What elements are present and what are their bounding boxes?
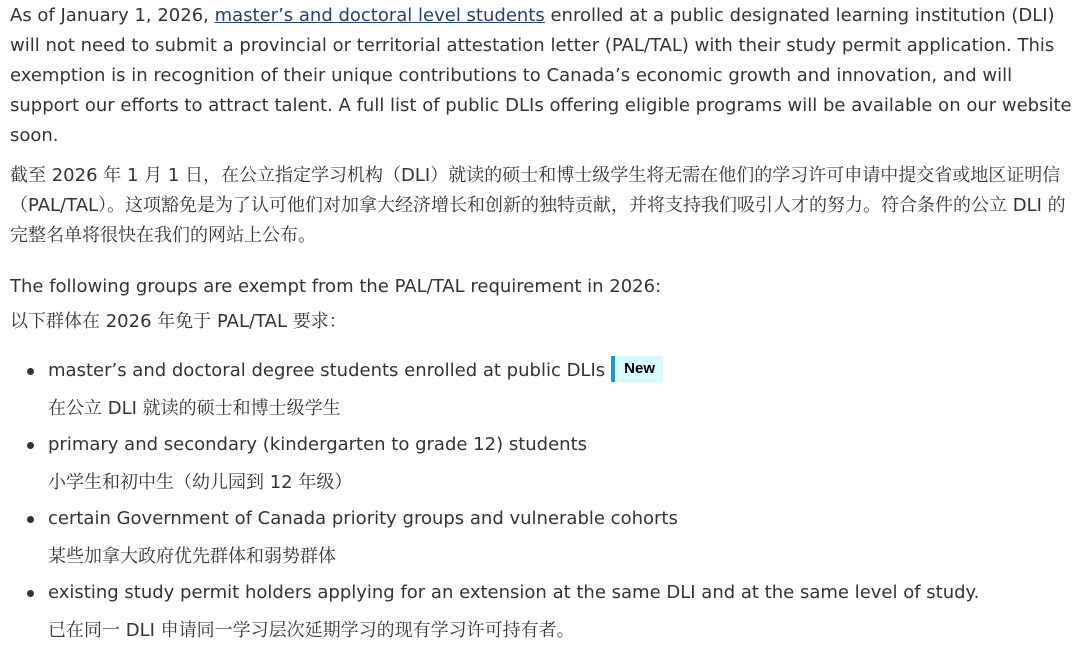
article-content — [0, 1, 1076, 646]
new-badge: New — [611, 356, 663, 382]
graduate-students-link[interactable]: master’s and doctoral level students — [214, 5, 545, 26]
bullet-icon — [27, 368, 34, 375]
bullet-icon — [27, 442, 34, 449]
list-item — [10, 504, 1076, 572]
list-item — [10, 578, 1076, 646]
list-item-text-zh: 在公立 DLI 就读的硕士和博士级学生 — [48, 398, 341, 419]
exempt-groups-heading-zh: 以下群体在 2026 年免于 PAL/TAL 要求： — [10, 311, 347, 332]
intro-text-end: enrolled at a public designated learning institution (DLI) will not need to submit a provincial or territorial attestation letter (PAL/TAL) with their study permit application. This exemption is in recognition of their unique contributions to Canada’s economic growth and innovation, and will support our efforts to attract talent. A full list of public DLIs offering eligible programs will be available on our website soon. — [10, 5, 1072, 146]
list-item-text-zh: 小学生和初中生（幼儿园到 12 年级） — [48, 472, 353, 493]
intro-text-start: As of January 1, 2026, — [10, 5, 215, 26]
bullet-icon — [27, 590, 34, 597]
list-item — [10, 356, 1076, 424]
list-item-text-en: certain Government of Canada priority groups and vulnerable cohorts — [48, 508, 678, 529]
list-item-text-en: primary and secondary (kindergarten to grade 12) students — [48, 434, 588, 455]
intro-paragraph-en — [10, 1, 1076, 151]
exempt-groups-list — [10, 356, 1076, 646]
list-item — [10, 430, 1076, 498]
list-item-text-en: master’s and doctoral degree students enrolled at public DLIs — [48, 360, 606, 381]
list-item-text-zh: 已在同一 DLI 申请同一学习层次延期学习的现有学习许可持有者。 — [48, 620, 575, 641]
list-item-text-zh: 某些加拿大政府优先群体和弱势群体 — [48, 546, 336, 567]
list-item-text-en: existing study permit holders applying for an extension at the same DLI and at the same level of study. — [48, 582, 980, 603]
exempt-groups-heading-en: The following groups are exempt from the PAL/TAL requirement in 2026: — [10, 276, 662, 297]
bullet-icon — [27, 516, 34, 523]
intro-paragraph-zh: 截至 2026 年 1 月 1 日，在公立指定学习机构（DLI）就读的硕士和博士级学生将无需在他们的学习许可申请中提交省或地区证明信（PAL/TAL）。这项豁免是为了认可他们对加拿大经济增长和创新的独特贡献，并将支持我们吸引人才的努力。符合条件的公立 DLI 的完整名单将很快在我们的网站上公布。 — [10, 165, 1066, 246]
